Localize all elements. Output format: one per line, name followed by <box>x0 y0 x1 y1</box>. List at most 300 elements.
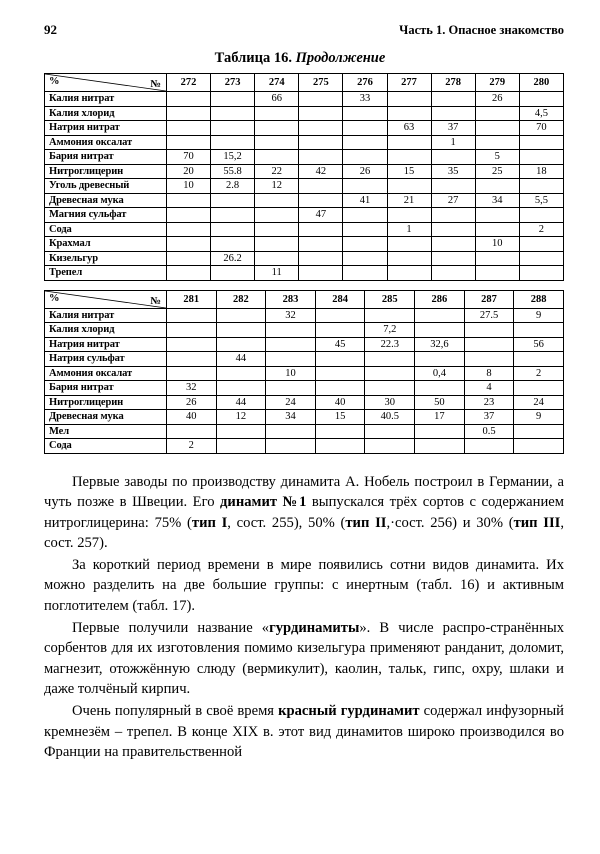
paragraph <box>44 701 564 763</box>
table-cell <box>166 366 216 381</box>
table-cell <box>211 106 255 121</box>
table-cell: 2 <box>166 439 216 454</box>
table-cell <box>255 106 299 121</box>
table-cell <box>519 237 563 252</box>
diagonal-rule-icon <box>45 74 166 91</box>
table-row <box>45 92 564 107</box>
table-cell <box>216 323 266 338</box>
table-cell: 7,2 <box>365 323 415 338</box>
emphasis-text: красный гурдинамит <box>278 703 420 720</box>
table-cell <box>343 106 387 121</box>
text-run: ,·сост. 256) и 30% ( <box>386 514 514 531</box>
table-cell <box>166 424 216 439</box>
table-cell: 9 <box>514 410 564 425</box>
table-cell <box>387 135 431 150</box>
table-caption-label: Таблица 16. <box>214 50 292 66</box>
table-cell: 37 <box>464 410 514 425</box>
table-row-header: Натрия нитрат <box>45 337 167 352</box>
table-cell: 32,6 <box>415 337 465 352</box>
emphasis-text: динамит №1 <box>220 494 307 511</box>
table-cell <box>387 179 431 194</box>
table-corner-cell <box>45 74 167 92</box>
table-row <box>45 121 564 136</box>
table-cell <box>365 439 415 454</box>
table-cell <box>266 424 316 439</box>
table-cell <box>365 424 415 439</box>
table-cell <box>255 135 299 150</box>
paragraph <box>44 555 564 617</box>
table-cell: 66 <box>255 92 299 107</box>
table-cell <box>475 121 519 136</box>
table-cell <box>431 222 475 237</box>
table-cell <box>431 150 475 165</box>
table-row-header: Трепел <box>45 266 167 281</box>
table-column-header: 288 <box>514 290 564 308</box>
table-cell <box>514 381 564 396</box>
table-cell <box>475 208 519 223</box>
table-cell <box>166 92 210 107</box>
table-cell <box>431 237 475 252</box>
table-row-header: Древесная мука <box>45 193 167 208</box>
table-cell <box>514 424 564 439</box>
table-cell <box>464 352 514 367</box>
table-cell <box>387 106 431 121</box>
paragraph <box>44 618 564 700</box>
table-cell <box>431 208 475 223</box>
text-run: Очень популярный в своё время <box>72 703 279 720</box>
table-cell <box>464 439 514 454</box>
table-row-header: Калия нитрат <box>45 92 167 107</box>
table-cell: 34 <box>266 410 316 425</box>
table-row-header: Уголь древесный <box>45 179 167 194</box>
table-cell: 0.5 <box>464 424 514 439</box>
table-row <box>45 366 564 381</box>
table-row <box>45 193 564 208</box>
table-corner-cell <box>45 290 167 308</box>
table-cell <box>464 323 514 338</box>
table-cell: 20 <box>166 164 210 179</box>
table-cell <box>299 193 343 208</box>
emphasis-text: тип I <box>191 514 228 531</box>
table-cell <box>343 208 387 223</box>
table-cell <box>211 208 255 223</box>
table-cell <box>415 381 465 396</box>
table-header-row <box>45 74 564 92</box>
table-row <box>45 337 564 352</box>
table-row <box>45 251 564 266</box>
table-cell: 4,5 <box>519 106 563 121</box>
table-cell <box>299 222 343 237</box>
table-cell: 41 <box>343 193 387 208</box>
table-column-header: 285 <box>365 290 415 308</box>
table-cell <box>519 179 563 194</box>
text-run: За короткий период времени в мире появились сотни видов динамита. Их можно разделить на две большие группы: с инертным (табл. 16) и активным поглотителем (табл. 17). <box>44 556 564 615</box>
table-row-header: Калия хлорид <box>45 106 167 121</box>
table-cell: 2 <box>519 222 563 237</box>
table-cell <box>255 121 299 136</box>
table-cell <box>216 439 266 454</box>
table-cell <box>415 439 465 454</box>
table-cell <box>216 337 266 352</box>
table-cell: 32 <box>266 308 316 323</box>
table-cell <box>299 92 343 107</box>
table-cell <box>343 179 387 194</box>
table-cell <box>365 352 415 367</box>
table-row-header: Бария нитрат <box>45 150 167 165</box>
table-cell: 47 <box>299 208 343 223</box>
table-row-header: Сода <box>45 222 167 237</box>
table-cell: 45 <box>315 337 365 352</box>
table-cell <box>166 352 216 367</box>
table-cell <box>514 352 564 367</box>
table-cell <box>431 106 475 121</box>
table-cell: 9 <box>514 308 564 323</box>
table-cell: 27 <box>431 193 475 208</box>
table-cell <box>255 150 299 165</box>
table-cell <box>166 237 210 252</box>
table-row <box>45 266 564 281</box>
table-cell: 10 <box>475 237 519 252</box>
table-cell <box>266 352 316 367</box>
table-cell: 4 <box>464 381 514 396</box>
table-cell: 25 <box>475 164 519 179</box>
table-cell: 15 <box>315 410 365 425</box>
table-cell: 10 <box>166 179 210 194</box>
table-cell <box>343 222 387 237</box>
table-cell <box>211 135 255 150</box>
table-cell: 34 <box>475 193 519 208</box>
table-cell <box>475 266 519 281</box>
table-cell: 40 <box>166 410 216 425</box>
table-cell: 22 <box>255 164 299 179</box>
table-row <box>45 164 564 179</box>
table-row <box>45 424 564 439</box>
table-cell <box>266 323 316 338</box>
table-cell <box>315 366 365 381</box>
text-run: выпускался трёх сортов с содержанием нитроглицерина: 75% ( <box>44 494 564 531</box>
table-cell <box>299 121 343 136</box>
table-column-header: 272 <box>166 74 210 92</box>
table-cell <box>343 121 387 136</box>
table-cell <box>343 237 387 252</box>
table-cell: 12 <box>255 179 299 194</box>
table-cell <box>431 92 475 107</box>
table-row-header: Кизельгур <box>45 251 167 266</box>
table-cell <box>266 381 316 396</box>
table-cell <box>315 323 365 338</box>
table-cell <box>519 135 563 150</box>
table-cell: 44 <box>216 352 266 367</box>
table-cell: 26.2 <box>211 251 255 266</box>
table-cell <box>365 366 415 381</box>
table-cell: 5 <box>475 150 519 165</box>
table-row <box>45 323 564 338</box>
table-cell: 1 <box>387 222 431 237</box>
table-caption <box>0 50 600 67</box>
table-cell <box>415 323 465 338</box>
table-cell <box>211 121 255 136</box>
table-cell <box>211 266 255 281</box>
table-cell: 70 <box>519 121 563 136</box>
table-row-header: Нитроглицерин <box>45 395 167 410</box>
table-cell: 26 <box>343 164 387 179</box>
table-cell: 17 <box>415 410 465 425</box>
table-row <box>45 439 564 454</box>
table-row-header: Аммония оксалат <box>45 366 167 381</box>
table-cell <box>415 424 465 439</box>
table-cell: 44 <box>216 395 266 410</box>
table-cell: 40 <box>315 395 365 410</box>
table-row-header: Калия нитрат <box>45 308 167 323</box>
composition-table <box>44 73 564 281</box>
table-cell <box>216 308 266 323</box>
table-row <box>45 410 564 425</box>
table-cell <box>519 150 563 165</box>
table-cell <box>519 266 563 281</box>
table-cell <box>166 222 210 237</box>
table-cell <box>519 92 563 107</box>
table-cell: 26 <box>166 395 216 410</box>
number-label: № <box>150 79 161 90</box>
text-run: ». В числе распро-странённых сорбентов для их изготовления помимо кизельгура применяют ранданит, доломит, магнезит, отожжённую слюду (вермикулит), каолин, тальк, гипс, охру, шлаки и даже толчёный кирпич. <box>44 619 564 698</box>
table-cell: 26 <box>475 92 519 107</box>
table-cell: 37 <box>431 121 475 136</box>
table-cell <box>343 266 387 281</box>
table-cell <box>415 352 465 367</box>
table-16-part-1 <box>44 73 564 281</box>
table-cell: 15 <box>387 164 431 179</box>
table-row-header: Крахмал <box>45 237 167 252</box>
table-cell: 5,5 <box>519 193 563 208</box>
table-cell: 42 <box>299 164 343 179</box>
table-column-header: 275 <box>299 74 343 92</box>
page-number: 92 <box>44 22 57 37</box>
table-cell <box>299 237 343 252</box>
table-cell: 40.5 <box>365 410 415 425</box>
table-cell <box>299 135 343 150</box>
table-cell <box>166 308 216 323</box>
table-cell: 22.3 <box>365 337 415 352</box>
table-cell <box>415 308 465 323</box>
table-row-header: Нитроглицерин <box>45 164 167 179</box>
table-cell <box>475 222 519 237</box>
table-cell <box>255 237 299 252</box>
table-cell <box>216 424 266 439</box>
table-cell <box>166 266 210 281</box>
table-row-header: Калия хлорид <box>45 323 167 338</box>
table-row <box>45 208 564 223</box>
table-cell: 24 <box>514 395 564 410</box>
table-cell <box>211 222 255 237</box>
table-cell: 12 <box>216 410 266 425</box>
table-cell <box>299 106 343 121</box>
table-16-part-2 <box>44 290 564 454</box>
table-cell: 18 <box>519 164 563 179</box>
table-cell: 35 <box>431 164 475 179</box>
table-cell: 21 <box>387 193 431 208</box>
table-cell <box>166 121 210 136</box>
table-cell <box>343 135 387 150</box>
table-caption-continued: Продолжение <box>295 50 386 66</box>
table-row-header: Бария нитрат <box>45 381 167 396</box>
table-cell <box>464 337 514 352</box>
table-cell <box>519 251 563 266</box>
table-cell <box>387 266 431 281</box>
table-column-header: 273 <box>211 74 255 92</box>
table-cell <box>216 366 266 381</box>
table-cell: 33 <box>343 92 387 107</box>
table-cell: 55.8 <box>211 164 255 179</box>
table-cell <box>166 193 210 208</box>
table-cell <box>387 150 431 165</box>
running-head <box>44 22 564 38</box>
table-cell <box>475 106 519 121</box>
table-row <box>45 308 564 323</box>
table-column-header: 277 <box>387 74 431 92</box>
table-cell: 23 <box>464 395 514 410</box>
table-cell: 0,4 <box>415 366 465 381</box>
text-run: Первые получили название « <box>72 619 270 636</box>
table-header-row <box>45 290 564 308</box>
table-column-header: 274 <box>255 74 299 92</box>
table-cell <box>211 237 255 252</box>
table-row <box>45 395 564 410</box>
table-cell <box>343 150 387 165</box>
table-column-header: 282 <box>216 290 266 308</box>
table-cell <box>299 251 343 266</box>
table-cell <box>166 251 210 266</box>
table-column-header: 276 <box>343 74 387 92</box>
table-cell: 27.5 <box>464 308 514 323</box>
table-row <box>45 352 564 367</box>
table-cell: 30 <box>365 395 415 410</box>
table-cell <box>365 308 415 323</box>
table-column-header: 281 <box>166 290 216 308</box>
table-cell <box>475 179 519 194</box>
table-cell: 8 <box>464 366 514 381</box>
table-cell <box>299 150 343 165</box>
table-cell <box>255 208 299 223</box>
table-cell: 24 <box>266 395 316 410</box>
table-column-header: 278 <box>431 74 475 92</box>
table-cell <box>315 308 365 323</box>
table-row-header: Сода <box>45 439 167 454</box>
table-row-header: Мел <box>45 424 167 439</box>
emphasis-text: тип III <box>513 514 561 531</box>
text-run: содержал инфузорный кремнезём – трепел. В конце XIX в. этот вид динамитов широко производился во Франции на правительственной <box>44 703 564 761</box>
table-column-header: 280 <box>519 74 563 92</box>
table-cell <box>519 208 563 223</box>
table-cell <box>315 352 365 367</box>
table-cell <box>387 208 431 223</box>
diagonal-rule-icon <box>45 291 166 308</box>
table-cell <box>166 106 210 121</box>
table-row <box>45 237 564 252</box>
table-row-header: Древесная мука <box>45 410 167 425</box>
table-cell: 1 <box>431 135 475 150</box>
table-row <box>45 179 564 194</box>
table-row <box>45 135 564 150</box>
table-cell <box>255 193 299 208</box>
table-row <box>45 150 564 165</box>
table-cell <box>514 323 564 338</box>
table-cell: 50 <box>415 395 465 410</box>
table-cell <box>166 337 216 352</box>
table-cell <box>166 323 216 338</box>
table-cell <box>166 135 210 150</box>
table-cell <box>343 251 387 266</box>
table-cell: 56 <box>514 337 564 352</box>
table-cell <box>387 251 431 266</box>
composition-table <box>44 290 564 454</box>
text-run: Первые заводы по производству динамита А. Нобель построил в Германии, а чуть позже в Швеции. Его <box>44 473 564 511</box>
table-cell: 70 <box>166 150 210 165</box>
table-cell <box>211 92 255 107</box>
table-cell <box>431 179 475 194</box>
table-row-header: Аммония оксалат <box>45 135 167 150</box>
table-cell <box>216 381 266 396</box>
table-column-header: 287 <box>464 290 514 308</box>
percent-label: % <box>49 292 60 304</box>
table-cell <box>315 381 365 396</box>
table-column-header: 284 <box>315 290 365 308</box>
table-cell: 2.8 <box>211 179 255 194</box>
text-run: , сост. 257). <box>44 514 564 552</box>
text-run: , сост. 255), 50% ( <box>227 514 346 531</box>
table-cell <box>255 251 299 266</box>
table-cell: 2 <box>514 366 564 381</box>
table-row-header: Натрия сульфат <box>45 352 167 367</box>
table-cell <box>431 251 475 266</box>
number-label: № <box>150 295 161 307</box>
paragraph <box>44 472 564 554</box>
table-cell <box>299 266 343 281</box>
table-cell <box>266 337 316 352</box>
table-cell <box>387 92 431 107</box>
table-cell <box>387 237 431 252</box>
table-column-header: 279 <box>475 74 519 92</box>
table-column-header: 283 <box>266 290 316 308</box>
table-cell: 15,2 <box>211 150 255 165</box>
table-cell <box>211 193 255 208</box>
emphasis-text: тип II <box>345 514 387 531</box>
table-cell: 63 <box>387 121 431 136</box>
table-cell <box>315 424 365 439</box>
table-cell <box>255 222 299 237</box>
chapter-title: Часть 1. Опасное знакомство <box>399 23 564 37</box>
table-column-header: 286 <box>415 290 465 308</box>
table-cell <box>166 208 210 223</box>
table-cell <box>475 251 519 266</box>
table-cell <box>431 266 475 281</box>
document-page <box>0 22 600 854</box>
percent-label: % <box>49 76 60 87</box>
table-cell <box>475 135 519 150</box>
emphasis-text: гурдинамиты <box>269 619 360 636</box>
table-cell <box>365 381 415 396</box>
table-cell <box>266 439 316 454</box>
table-cell: 10 <box>266 366 316 381</box>
table-row <box>45 222 564 237</box>
table-row <box>45 381 564 396</box>
table-row <box>45 106 564 121</box>
table-cell <box>299 179 343 194</box>
table-row-header: Магния сульфат <box>45 208 167 223</box>
table-row-header: Натрия нитрат <box>45 121 167 136</box>
table-cell <box>514 439 564 454</box>
table-cell <box>315 439 365 454</box>
table-cell: 11 <box>255 266 299 281</box>
